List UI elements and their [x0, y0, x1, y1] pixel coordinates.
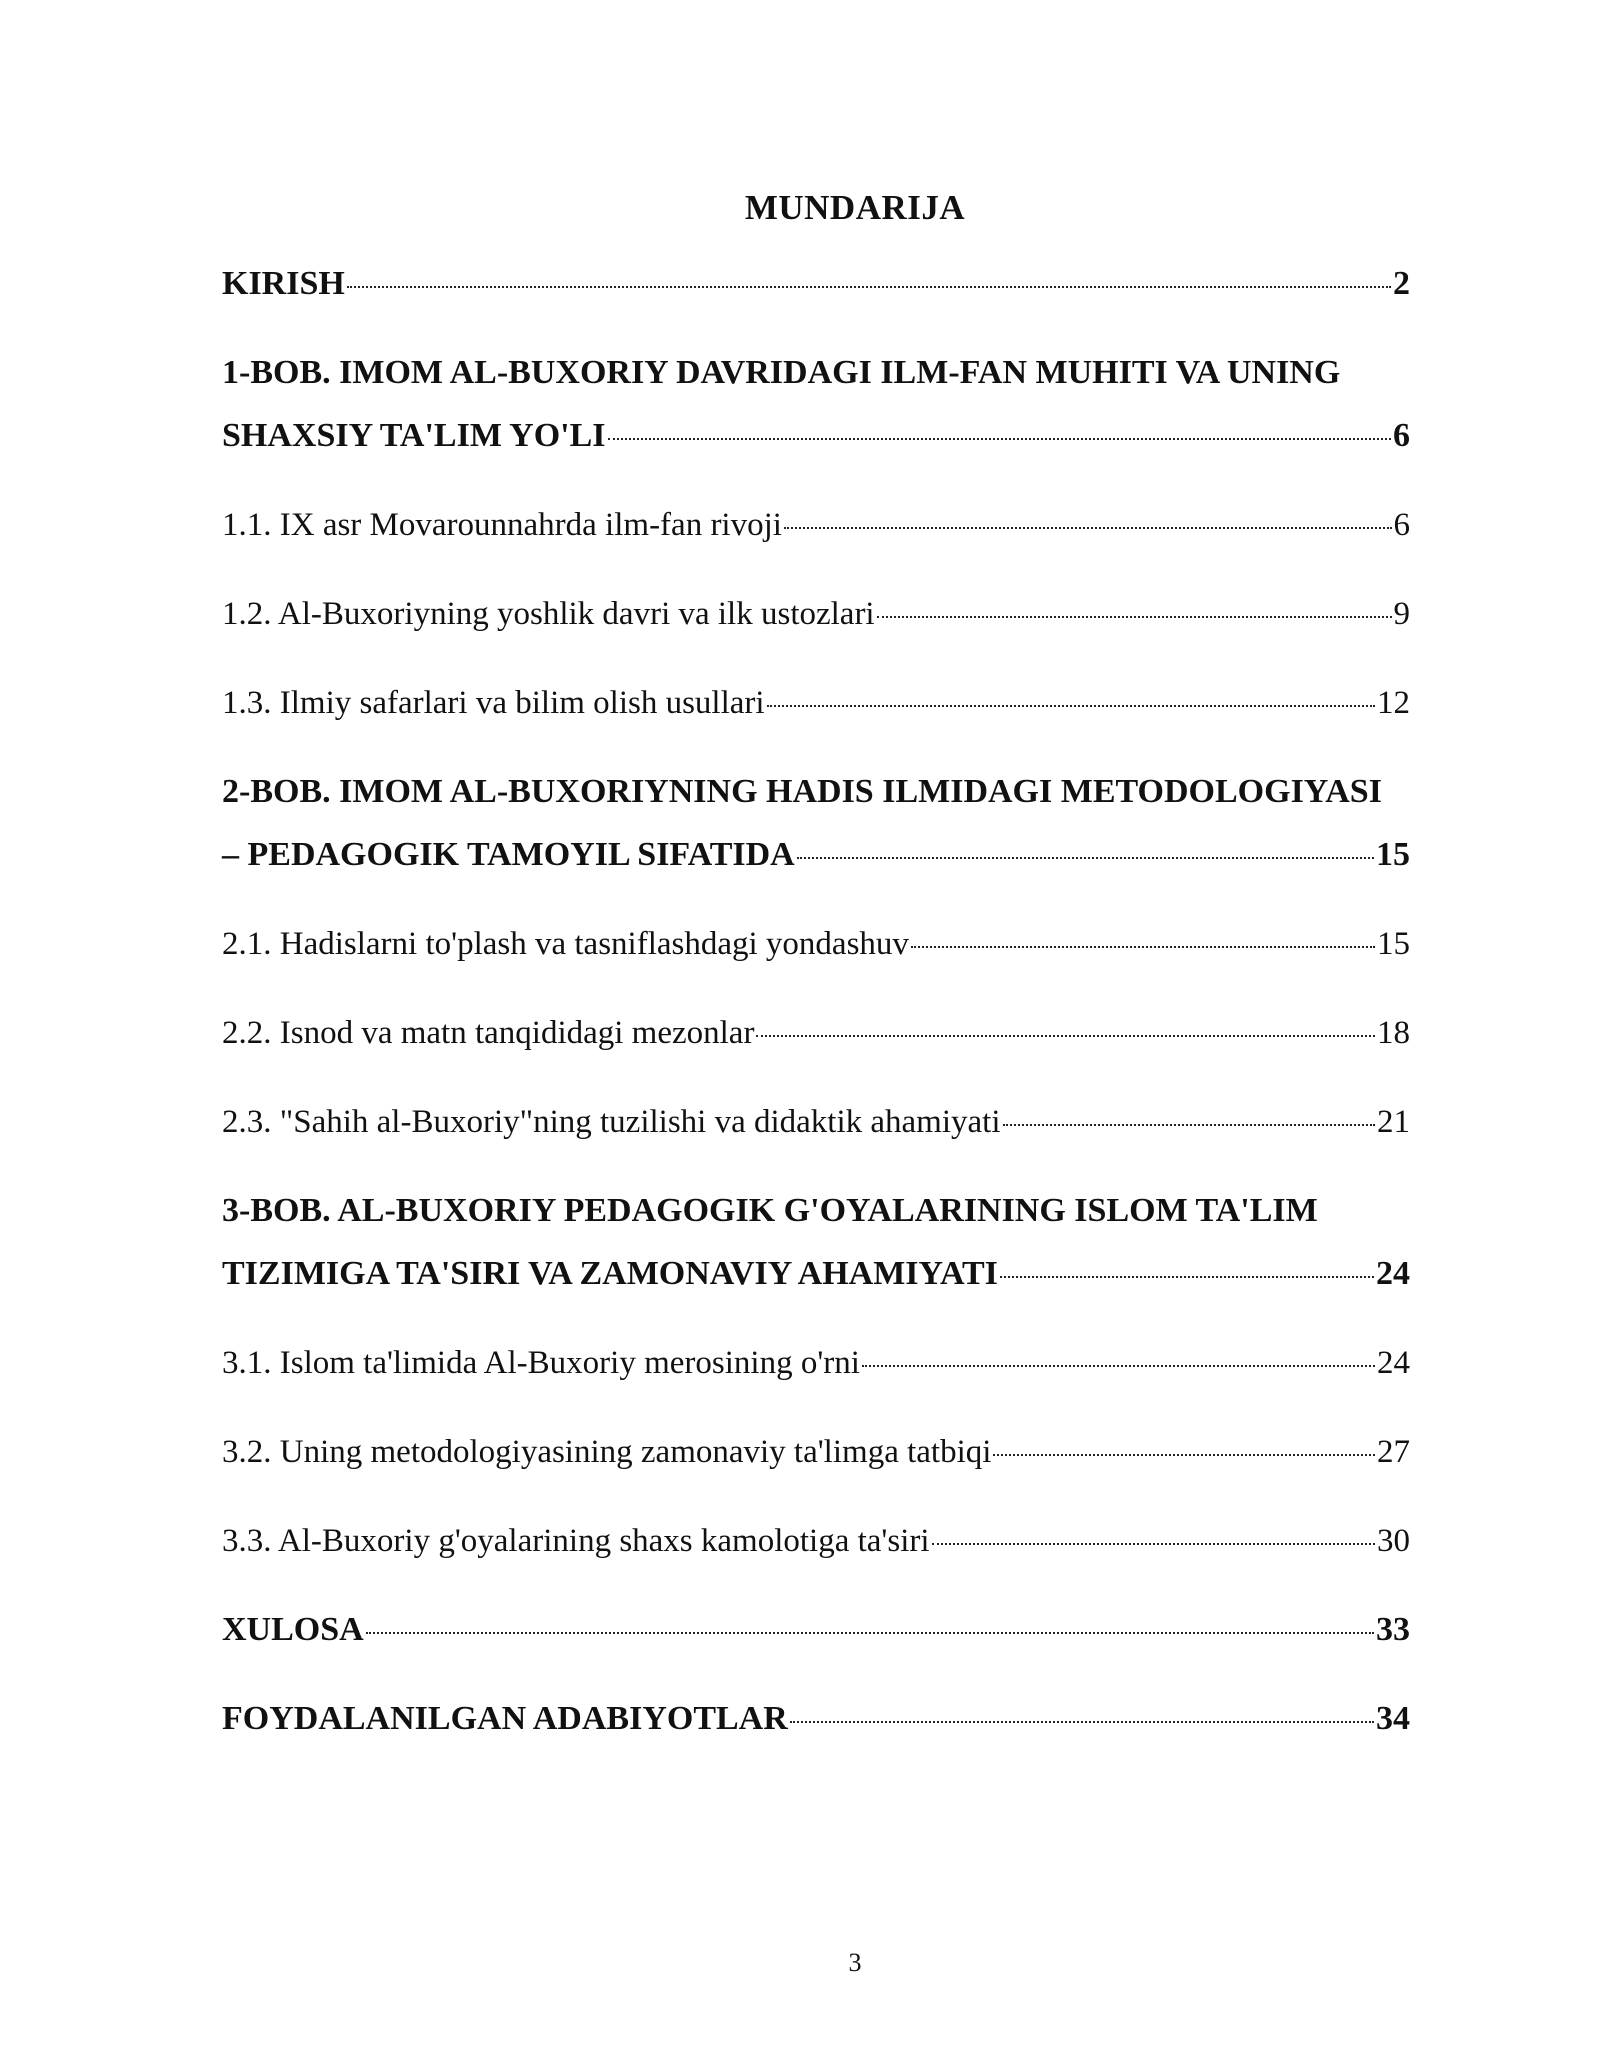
- toc-page-number: 2: [1393, 265, 1410, 302]
- dot-leader: [797, 857, 1374, 859]
- toc-entry-text: 2.2. Isnod va matn tanqididagi mezonlar: [222, 1015, 755, 1051]
- toc-page-number: 6: [1393, 507, 1410, 543]
- toc-entry-references[interactable]: [222, 1697, 1410, 1741]
- toc-entry-text: TIZIMIGA TA'SIRI VA ZAMONAVIY AHAMIYATI: [222, 1255, 998, 1292]
- toc-page-number: 33: [1376, 1611, 1410, 1648]
- toc-entry-text: XULOSA: [222, 1611, 364, 1648]
- toc-entry-2-3[interactable]: [222, 1100, 1410, 1144]
- toc-page-number: 30: [1377, 1523, 1410, 1559]
- toc-entry-xulosa[interactable]: [222, 1608, 1410, 1652]
- dot-leader: [784, 527, 1392, 529]
- toc-page-number: 6: [1393, 417, 1410, 454]
- toc-entry-1-1[interactable]: [222, 503, 1410, 547]
- dot-leader: [1000, 1276, 1374, 1278]
- toc-page-number: 24: [1376, 1255, 1410, 1292]
- toc-entry-text: KIRISH: [222, 265, 345, 302]
- toc-page-number: 34: [1376, 1700, 1410, 1737]
- toc-entry-kirish[interactable]: [222, 262, 1410, 306]
- toc-entry-chapter-2[interactable]: [222, 833, 1410, 877]
- toc-page-number: 15: [1377, 926, 1410, 962]
- toc-entry-text: 1.1. IX asr Movarounnahrda ilm-fan rivoji: [222, 507, 782, 543]
- toc-entry-text: 2.1. Hadislarni to'plash va tasniflashdagi yondashuv: [222, 926, 909, 962]
- toc-page-number: 9: [1393, 596, 1410, 632]
- toc-entry-3-3[interactable]: [222, 1519, 1410, 1563]
- toc-entry-chapter-2-line1[interactable]: 2-BOB. IMOM AL-BUXORIYNING HADIS ILMIDAGI METODOLOGIYASI: [222, 773, 1382, 810]
- toc-entry-text: – PEDAGOGIK TAMOYIL SIFATIDA: [222, 836, 795, 873]
- toc-page-number: 12: [1377, 685, 1410, 721]
- toc-entry-chapter-1[interactable]: [222, 414, 1410, 458]
- toc-entry-chapter-1-line1[interactable]: 1-BOB. IMOM AL-BUXORIY DAVRIDAGI ILM-FAN MUHITI VA UNING: [222, 354, 1341, 391]
- toc-entry-2-2[interactable]: [222, 1011, 1410, 1055]
- toc-entry-text: 2.3. "Sahih al-Buxoriy"ning tuzilishi va didaktik ahamiyati: [222, 1104, 1001, 1140]
- toc-entry-chapter-3-line1[interactable]: 3-BOB. AL-BUXORIY PEDAGOGIK G'OYALARINING ISLOM TA'LIM: [222, 1192, 1318, 1229]
- dot-leader: [862, 1365, 1375, 1367]
- toc-page-number: 27: [1377, 1434, 1410, 1470]
- dot-leader: [993, 1454, 1375, 1456]
- toc-entry-text: 3.1. Islom ta'limida Al-Buxoriy merosining o'rni: [222, 1345, 860, 1381]
- toc-entry-text: SHAXSIY TA'LIM YO'LI: [222, 417, 606, 454]
- dot-leader: [877, 616, 1392, 618]
- toc-page-number: 15: [1376, 836, 1410, 873]
- toc-page-number: 21: [1377, 1104, 1410, 1140]
- dot-leader: [767, 705, 1375, 707]
- dot-leader: [366, 1632, 1374, 1634]
- toc-entry-3-2[interactable]: [222, 1430, 1410, 1474]
- toc-page-number: 24: [1377, 1345, 1410, 1381]
- page-number-footer: 3: [848, 1948, 862, 1977]
- toc-entry-1-2[interactable]: [222, 592, 1410, 636]
- toc-entry-1-3[interactable]: [222, 681, 1410, 725]
- toc-entry-3-1[interactable]: [222, 1341, 1410, 1385]
- toc-title: MUNDARIJA: [744, 188, 966, 227]
- toc-entry-text: FOYDALANILGAN ADABIYOTLAR: [222, 1700, 788, 1737]
- dot-leader: [608, 438, 1391, 440]
- dot-leader: [756, 1035, 1375, 1037]
- dot-leader: [932, 1543, 1375, 1545]
- toc-entry-text: 3.2. Uning metodologiyasining zamonaviy ta'limga tatbiqi: [222, 1434, 992, 1470]
- toc-entry-text: 3.3. Al-Buxoriy g'oyalarining shaxs kamolotiga ta'siri: [222, 1523, 930, 1559]
- dot-leader: [911, 946, 1375, 948]
- dot-leader: [790, 1721, 1374, 1723]
- dot-leader: [1003, 1124, 1376, 1126]
- toc-entry-text: 1.2. Al-Buxoriyning yoshlik davri va ilk ustozlari: [222, 596, 875, 632]
- toc-entry-text: 1.3. Ilmiy safarlari va bilim olish usullari: [222, 685, 765, 721]
- dot-leader: [347, 286, 1391, 288]
- toc-page-number: 18: [1377, 1015, 1410, 1051]
- toc-entry-2-1[interactable]: [222, 922, 1410, 966]
- toc-entry-chapter-3[interactable]: [222, 1252, 1410, 1296]
